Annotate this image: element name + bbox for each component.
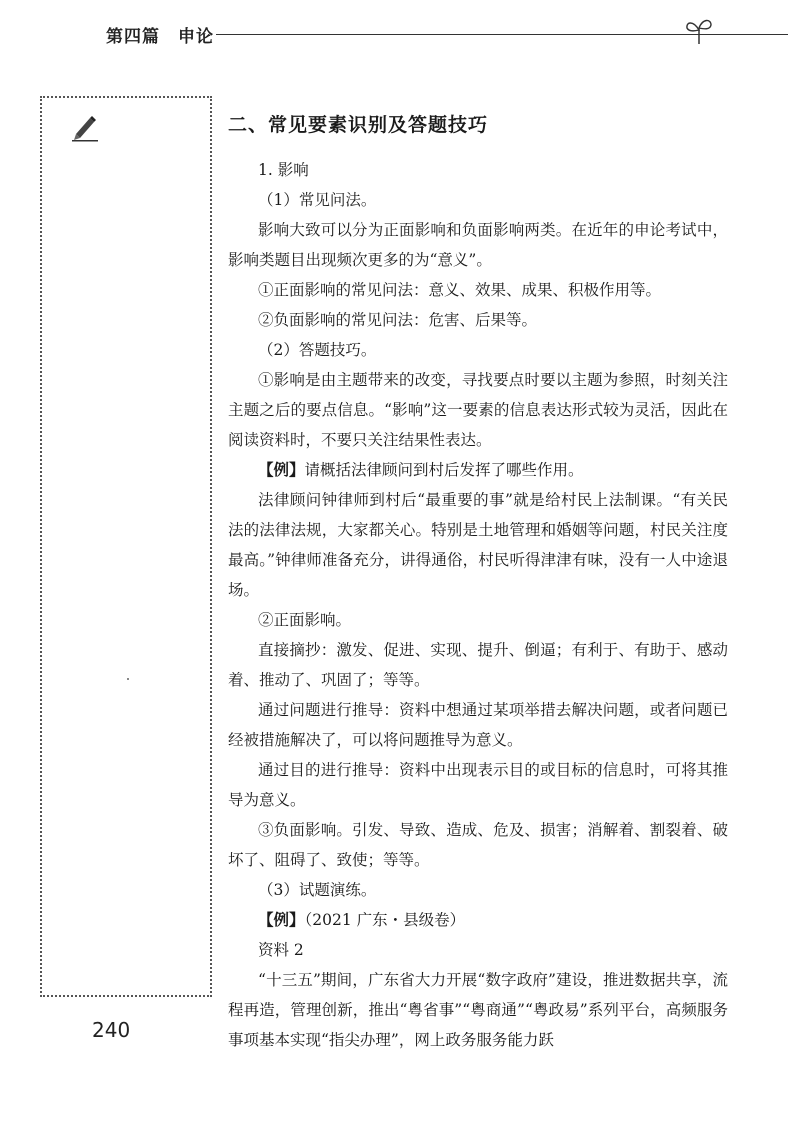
pencil-icon <box>70 112 100 142</box>
example-label: 【例】 <box>258 460 305 479</box>
paragraph: （1）常见问法。 <box>258 191 377 209</box>
paragraph: ②正面影响。 <box>258 611 352 629</box>
example-text: 请概括法律顾问到村后发挥了哪些作用。 <box>304 461 584 479</box>
paragraph: 通过问题进行推导：资料中想通过某项举措去解决问题，或者问题已经被措施解决了，可以将问题推导为意义。 <box>228 701 728 749</box>
paragraph: （2）答题技巧。 <box>258 341 377 359</box>
paragraph: ①正面影响的常见问法：意义、效果、成果、积极作用等。 <box>258 281 662 299</box>
paragraph: ③负面影响。引发、导致、造成、危及、损害；消解着、割裂着、破坏了、阻碍了、致使；等等。 <box>228 821 728 869</box>
section-heading: 二、常见要素识别及答题技巧 <box>228 114 489 136</box>
notes-sidebar <box>40 96 212 997</box>
paragraph: ②负面影响的常见问法：危害、后果等。 <box>258 311 538 329</box>
paragraph: 影响大致可以分为正面影响和负面影响两类。在近年的申论考试中，影响类题目出现频次更多的为“意义”。 <box>228 221 728 269</box>
example-prompt <box>228 905 728 935</box>
page-header <box>98 18 718 48</box>
subsection-title: 1. 影响 <box>258 161 309 179</box>
chapter-title: 第四篇 申论 <box>106 27 214 47</box>
paragraph: ①影响是由主题带来的改变，寻找要点时要以主题为参照，时刻关注主题之后的要点信息。“影响”这一要素的信息表达形式较为灵活，因此在阅读资料时，不要只关注结果性表达。 <box>228 371 728 449</box>
material-title: 资料 2 <box>258 941 304 959</box>
paragraph: “十三五”期间，广东省大力开展“数字政府”建设，推进数据共享，流程再造，管理创新，推出“粤省事”“粤商通”“粤政易”系列平台，高频服务事项基本实现“指尖办理”，网上政务服务能力跃 <box>228 971 728 1049</box>
example-source: （2021 广东・县级卷） <box>304 911 466 929</box>
example-label: 【例】 <box>258 910 305 929</box>
sidebar-mark <box>127 678 129 680</box>
paragraph: 直接摘抄：激发、促进、实现、提升、倒逼；有利于、有助于、感动着、推动了、巩固了；等等。 <box>228 641 728 689</box>
main-content <box>228 110 728 1055</box>
sprout-icon <box>683 16 715 46</box>
paragraph: （3）试题演练。 <box>258 881 377 899</box>
paragraph: 通过目的进行推导：资料中出现表示目的或目标的信息时，可将其推导为意义。 <box>228 761 728 809</box>
paragraph: 法律顾问钟律师到村后“最重要的事”就是给村民上法制课。“有关民法的法律法规，大家都关心。特别是土地管理和婚姻等问题，村民关注度最高。”钟律师准备充分，讲得通俗，村民听得津津有味，没有一人中途退场。 <box>228 491 728 599</box>
page-number: 240 <box>92 1018 131 1042</box>
example-prompt <box>228 455 728 485</box>
